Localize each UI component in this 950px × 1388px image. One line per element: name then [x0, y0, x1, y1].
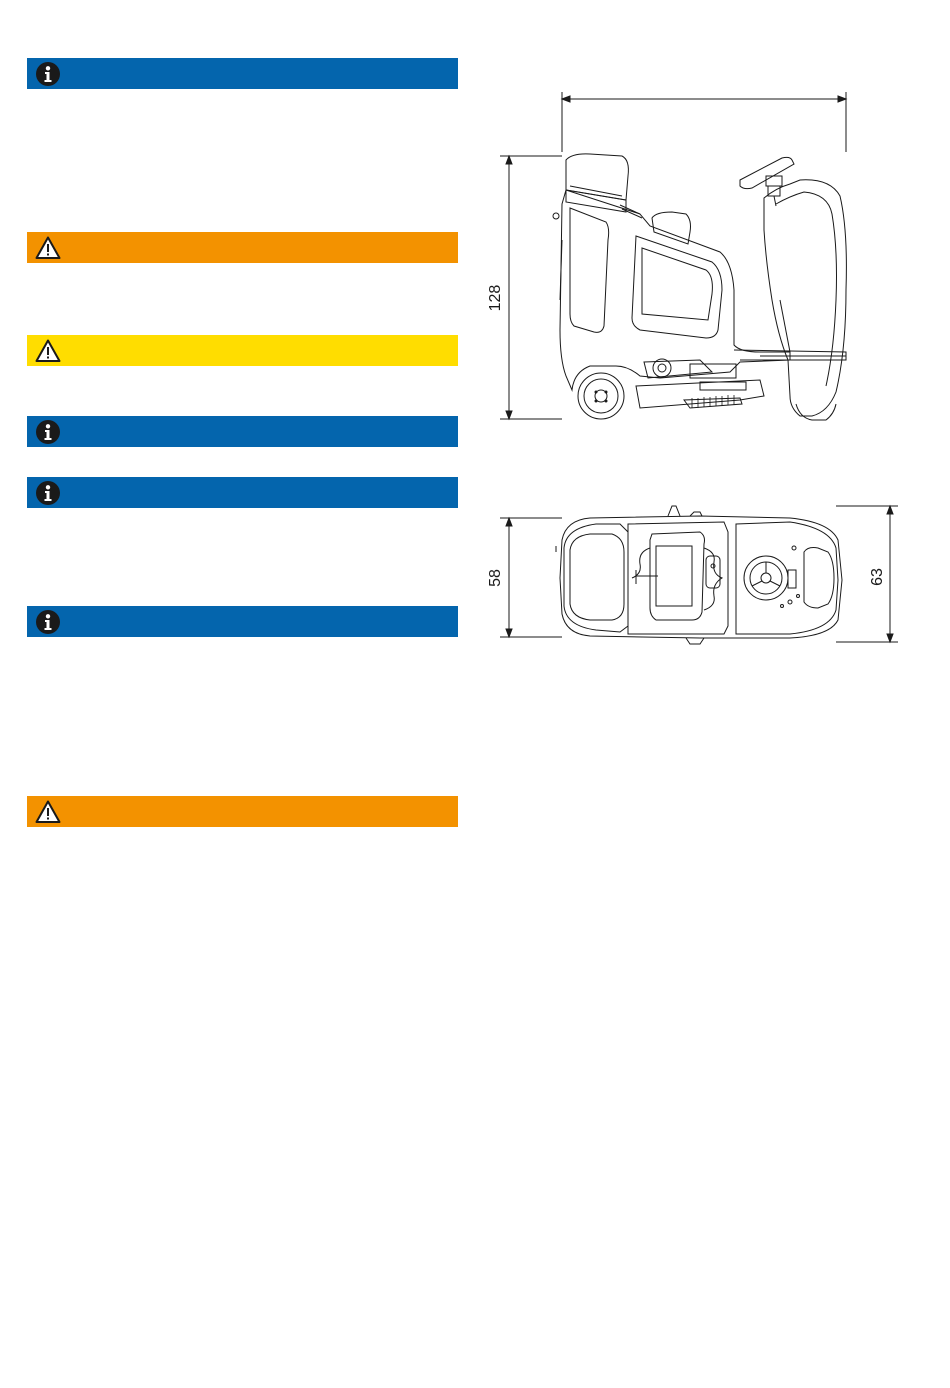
side-view-drawing — [500, 92, 846, 420]
warning-triangle-icon — [35, 799, 61, 825]
warning-notice-bar-2 — [27, 796, 458, 827]
dimension-height-label: 128 — [487, 284, 504, 312]
top-view-drawing — [500, 506, 898, 644]
dimension-width-outer-label: 63 — [869, 568, 886, 586]
dimension-width-inner-label: 58 — [487, 569, 504, 587]
